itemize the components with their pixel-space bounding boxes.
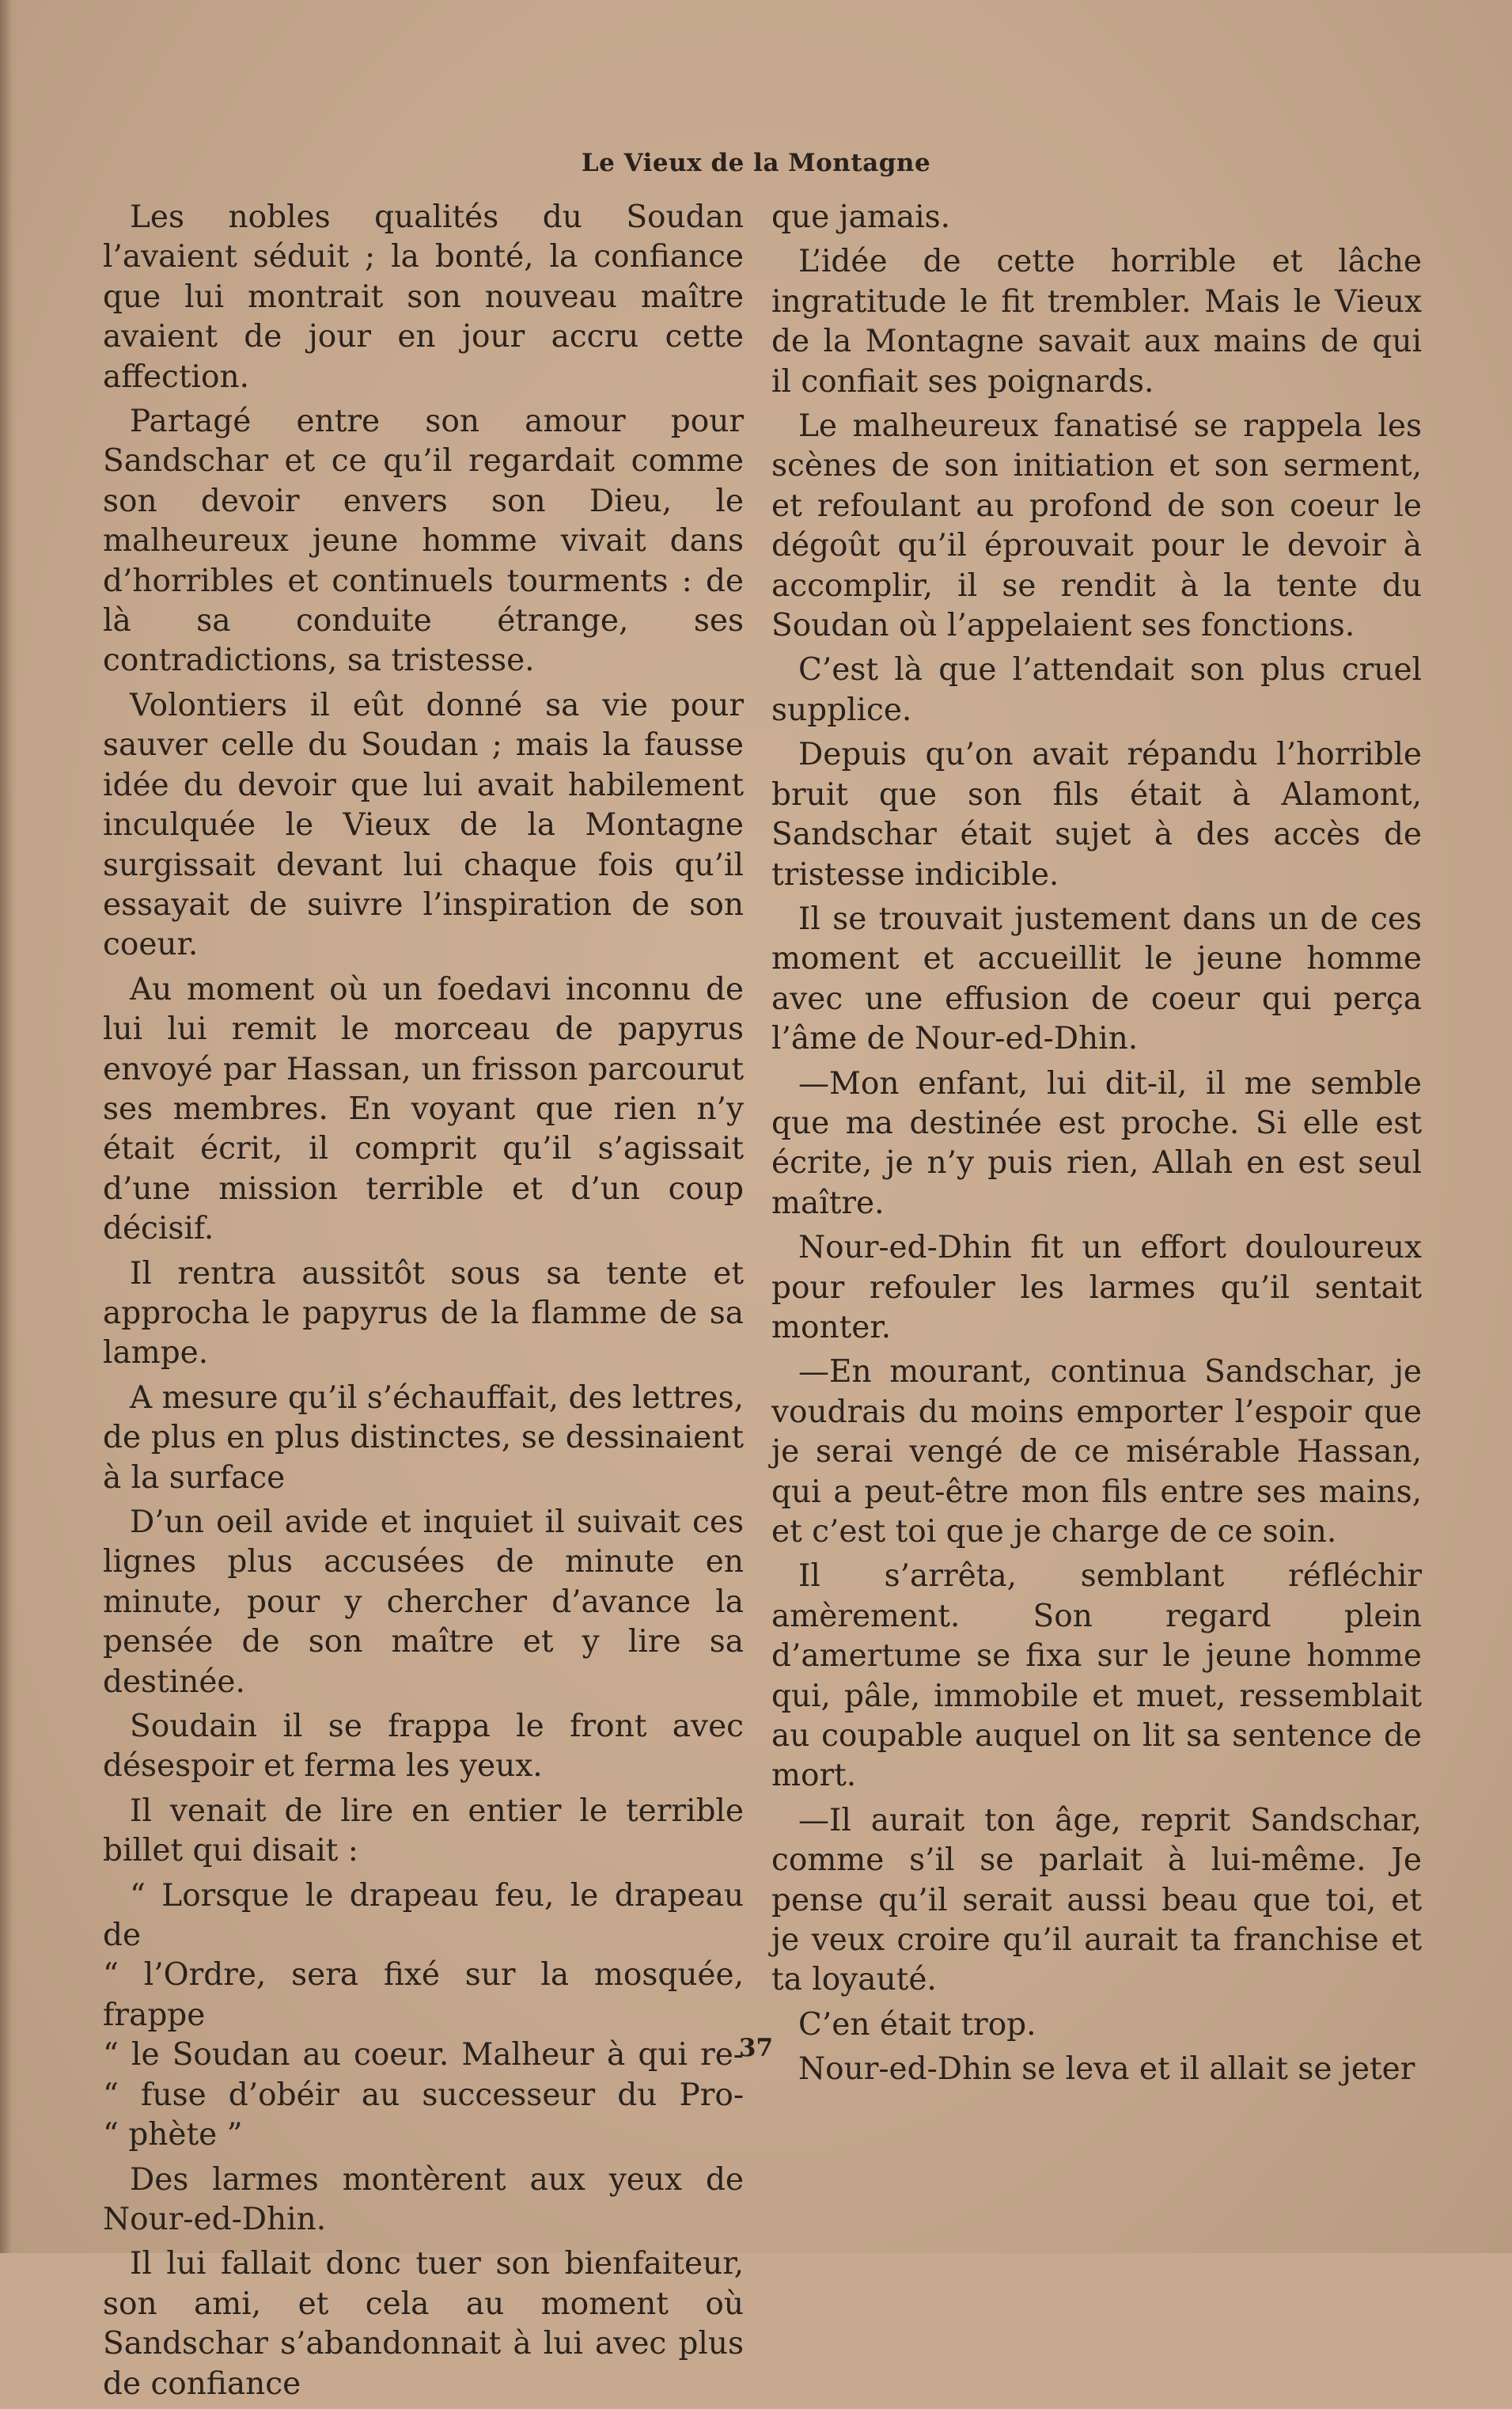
paragraph: Les nobles qualités du Soudan l’avaient séduit ; la bonté, la confiance que lui montrait son nouveau maître avaient de jour en jour accru cette affection. <box>103 199 744 395</box>
left-column <box>103 198 744 2409</box>
paragraph: Il rentra aussitôt sous sa tente et approcha le papyrus de la flamme de sa lampe. <box>103 1255 744 1371</box>
paragraph: Le malheureux fanatisé se rappela les scènes de son initiation et son serment, et refoulant au profond de son coeur le dégoût qu’il éprouvait pour le devoir à accomplir, il se rendit à la tente du Soudan où l’appelaient ses fonctions. <box>771 408 1422 644</box>
quoted-message <box>103 1876 744 2156</box>
paragraph: —En mourant, continua Sandschar, je voudrais du moins emporter l’espoir que je serai vengé de ce misérable Hassan, qui a peut-être mon fils entre ses mains, et c’est toi que je charge de ce soin. <box>771 1354 1422 1550</box>
paragraph: D’un oeil avide et inquiet il suivait ces lignes plus accusées de minute en minute, pour y chercher d’avance la pensée de son maître et y lire sa destinée. <box>103 1504 744 1700</box>
quote-line: “ Lorsque le drapeau feu, le drapeau de <box>103 1877 744 1954</box>
paragraph: Des larmes montèrent aux yeux de Nour-ed-Dhin. <box>103 2161 744 2237</box>
paragraph: Partagé entre son amour pour Sandschar et ce qu’il regardait comme son devoir envers son Dieu, le malheureux jeune homme vivait dans d’horribles et continuels tourments : de là sa conduite étrange, ses contradictions, sa tristesse. <box>103 404 744 679</box>
paragraph: Nour-ed-Dhin se leva et il allait se jeter <box>798 2051 1415 2088</box>
paragraph: Il lui fallait donc tuer son bienfaiteur, son ami, et cela au moment où Sandschar s’abandonnait à lui avec plus de confiance <box>103 2246 744 2402</box>
paragraph: Il venait de lire en entier le terrible billet qui disait : <box>103 1793 744 1869</box>
quote-line: “ l’Ordre, sera fixé sur la mosquée, frappe <box>103 1957 744 2033</box>
paragraph: que jamais. <box>771 199 951 235</box>
page-binding-edge <box>0 0 17 2253</box>
paragraph: Soudain il se frappa le front avec désespoir et ferma les yeux. <box>103 1709 744 1785</box>
paragraph: Au moment où un foedavi inconnu de lui lui remit le morceau de papyrus envoyé par Hassan, un frisson parcourut ses membres. En voyant que rien n’y était écrit, il comprit qu’il s’agissait d’une mission terrible et d’un coup décisif. <box>103 971 744 1247</box>
paragraph: Volontiers il eût donné sa vie pour sauver celle du Soudan ; mais la fausse idée du devoir que lui avait habilement inculquée le Vieux de la Montagne surgissait devant lui chaque fois qu’il essayait de suivre l’inspiration de son coeur. <box>103 687 744 963</box>
paragraph: L’idée de cette horrible et lâche ingratitude le fit trembler. Mais le Vieux de la Montagne savait aux mains de qui il confiait ses poignards. <box>771 244 1422 400</box>
paragraph: C’en était trop. <box>798 2006 1036 2043</box>
paragraph: Il se trouvait justement dans un de ces moment et accueillit le jeune homme avec une effusion de coeur qui perça l’âme de Nour-ed-Dhin. <box>771 901 1422 1057</box>
paragraph: Depuis qu’on avait répandu l’horrible bruit que son fils était à Alamont, Sandschar était sujet à des accès de tristesse indicible. <box>771 737 1422 893</box>
paragraph: Il s’arrêta, semblant réfléchir amèrement. Son regard plein d’amertume se fixa sur le jeune homme qui, pâle, immobile et muet, ressemblait au coupable auquel on lit sa sentence de mort. <box>771 1558 1422 1794</box>
paragraph: Nour-ed-Dhin fit un effort douloureux pour refouler les larmes qu’il sentait monter. <box>771 1230 1422 1345</box>
paragraph: C’est là que l’attendait son plus cruel supplice. <box>771 652 1422 728</box>
quote-line: “ phète ” <box>103 2117 243 2153</box>
quote-line: “ le Soudan au coeur. Malheur à qui re- <box>103 2037 744 2073</box>
right-column <box>771 198 1422 2095</box>
paragraph: A mesure qu’il s’échauffait, des lettres, de plus en plus distinctes, se dessinaient à la surface <box>103 1379 744 1496</box>
quote-line: “ fuse d’obéir au successeur du Pro- <box>103 2077 744 2113</box>
paragraph: —Il aurait ton âge, reprit Sandschar, comme s’il se parlait à lui-même. Je pense qu’il serait aussi beau que toi, et je veux croire qu’il aurait ta franchise et ta loyauté. <box>771 1802 1422 1998</box>
running-title: Le Vieux de la Montagne <box>581 149 931 177</box>
paragraph: —Mon enfant, lui dit-il, il me semble que ma destinée est proche. Si elle est écrite, je n’y puis rien, Allah en est seul maître. <box>771 1065 1422 1221</box>
page-number: 37 <box>738 2034 774 2062</box>
